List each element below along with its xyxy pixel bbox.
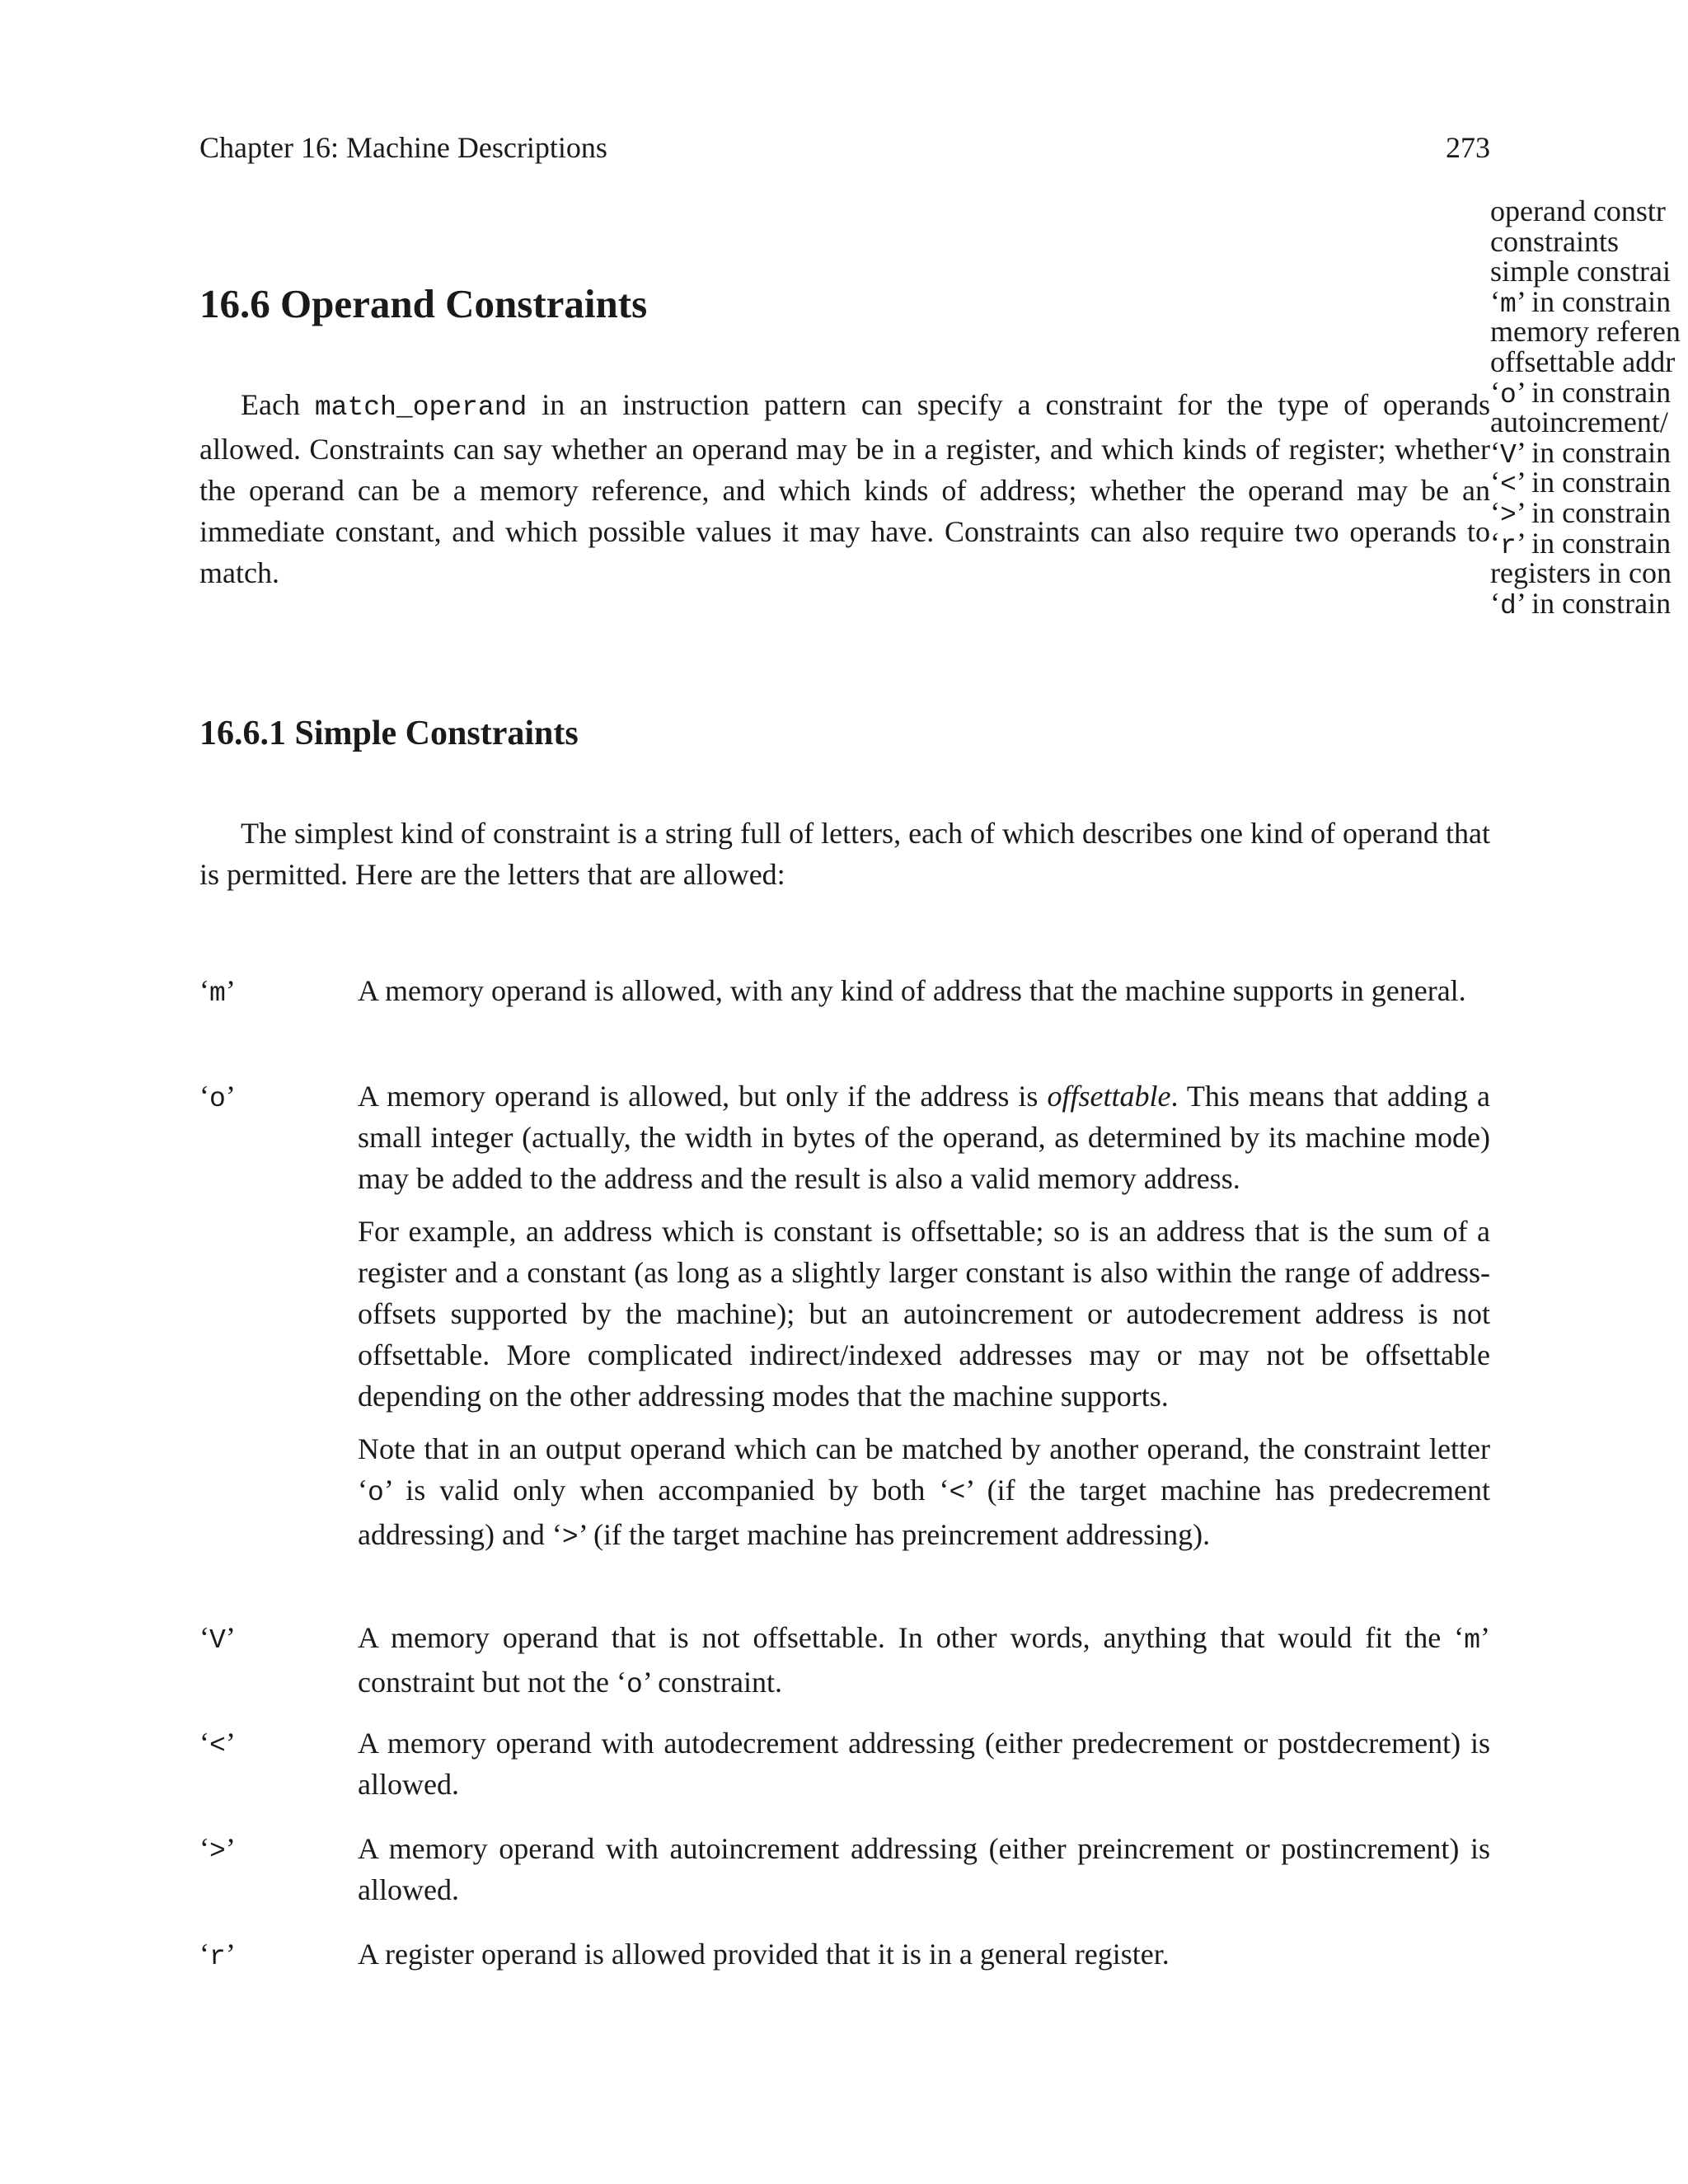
constraint-letter: ‘r’ [199,1938,236,1972]
page-number: 273 [1446,131,1490,164]
index-entry: registers in con [1490,556,1672,590]
index-entry: ‘<’ in constrain [1490,466,1672,501]
index-entry: autoincrement/ [1490,405,1668,439]
constraint-letter: ‘>’ [199,1832,236,1867]
subsection-intro-paragraph: The simplest kind of constraint is a string full of letters, each of which describes one kind of operand that is permitted. Here are the letters that are allowed: [199,817,1490,891]
constraint-description: A register operand is allowed provided that it is in a general register. [358,1938,1170,1971]
index-entry: ‘r’ in constrain [1490,526,1672,561]
running-head [199,130,1490,171]
index-entry: ‘d’ in constrain [1490,586,1672,619]
index-entry: ‘m’ in constrain [1490,284,1672,320]
inline-code: match_operand [314,392,528,423]
constraint-description: A memory operand with autodecrement addressing (either predecrement or postdecrement) is allowed. [358,1727,1490,1801]
constraint-description: A memory operand is allowed, but only if the address is offsettable. This means that adding a small integer (actually, the width in bytes of the operand, as determined by its machine mode) may be added to the address and the result is also a valid memory address. For example, an address which is constant is offsettable; so is an address that is the sum of a register and a constant (as long as a slightly larger constant is also within the range of address-offsets supported by the machine); but an autoincrement or autodecrement address is not offsettable. More complicated indirect/indexed addresses may or may not be offsettable depending on the other addressing modes that the machine supports. Note that in an output operand which can be matched by another operand, the constraint letter ‘o’ is valid only when accompanied by both ‘<’ (if the target machine has predecrement addressing) and ‘>’ (if the target machine has preincrement addressing). [358,1080,1490,1553]
constraint-letter: ‘m’ [199,974,236,1009]
index-entry: ‘o’ in constrain [1490,375,1672,410]
constraint-letter: ‘<’ [199,1727,236,1761]
constraint-description: A memory operand is allowed, with any kind of address that the machine supports in general. [358,974,1466,1007]
index-entry: offsettable addr [1490,344,1676,378]
constraint-description: A memory operand with autoincrement addressing (either preincrement or postincrement) is allowed. [358,1832,1490,1906]
index-entry: operand constr [1490,196,1666,227]
index-entry: ‘V’ in constrain [1490,435,1672,471]
subsection-heading: 16.6.1 Simple Constraints [199,715,579,752]
index-margin-notes [1490,196,1688,618]
section-heading: 16.6 Operand Constraints [199,281,648,326]
emphasis-offsettable: offsettable [1047,1080,1171,1113]
index-entry: memory referen [1490,315,1681,349]
index-entry: ‘>’ in constrain [1490,495,1672,531]
index-entry: simple constrai [1490,255,1671,288]
constraint-letter: ‘V’ [199,1621,236,1656]
section-intro-paragraph: Each match_operand in an instruction pattern can specify a constraint for the type of operands allowed. Constraints can say whether an operand may be in a register, and which kinds of register; whether the operand can be a memory reference, and which kinds of address; whether the operand may be an immediate constant, and which possible values it may have. Constraints can also require two operands to match. [199,388,1490,589]
index-entry: constraints [1490,224,1619,258]
constraint-description: A memory operand that is not offsettable. In other words, anything that would fit the ‘m’ constraint but not the ‘o’ constraint. [358,1621,1490,1700]
chapter-title: Chapter 16: Machine Descriptions [199,131,607,164]
constraint-letter: ‘o’ [199,1080,236,1114]
